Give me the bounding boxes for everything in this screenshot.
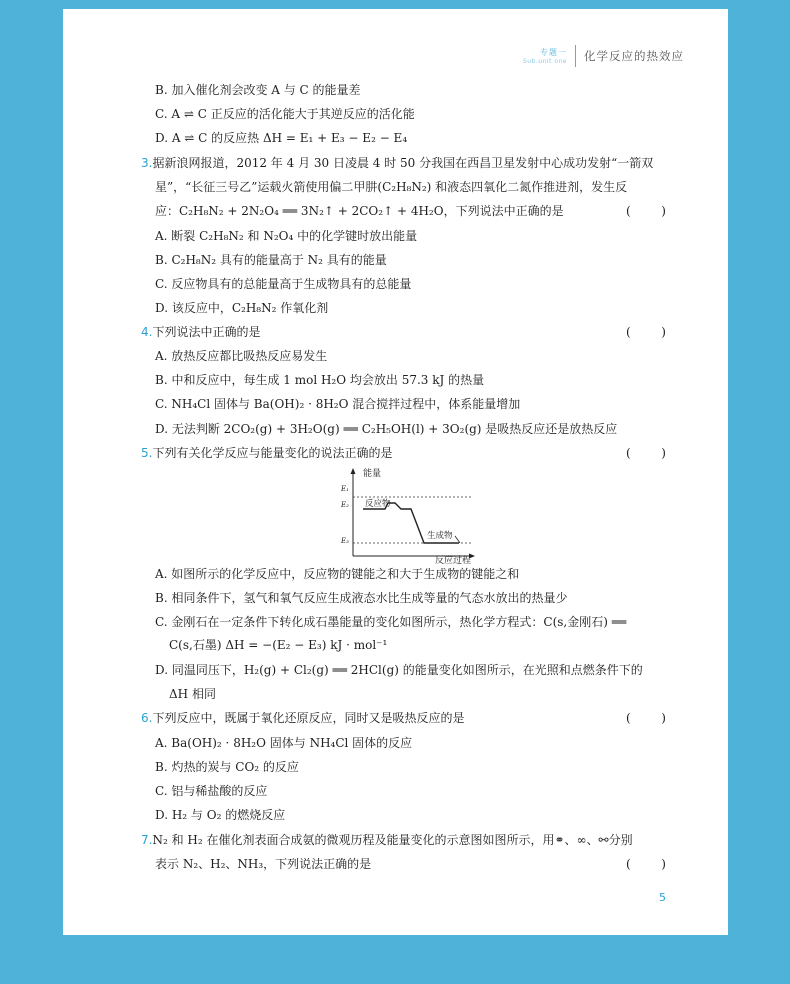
x-axis-label: 反应过程 <box>435 556 472 564</box>
answer-blank: ( ) <box>626 711 666 725</box>
option-line: C. 金刚石在一定条件下转化成石墨能量的变化如图所示，热化学方程式：C(s,金刚石) ══ <box>155 615 627 629</box>
option-line: D. 无法判断 2CO₂(g) + 3H₂O(g) ══ C₂H₅OH(l) + 3O₂(g) 是吸热反应还是放热反应 <box>155 422 618 436</box>
energy-diagram <box>331 464 491 564</box>
question-3-stem-line-3: 应：C₂H₈N₂ + 2N₂O₄ ══ 3N₂↑ + 2CO₂↑ + 4H₂O，下列说法中正确的是 <box>155 204 564 218</box>
option-line: A. 如图所示的化学反应中，反应物的键能之和大于生成物的键能之和 <box>155 567 520 581</box>
option-line: B. 加入催化剂会改变 A 与 C 的能量差 <box>155 83 361 97</box>
question-text: 下列反应中，既属于氧化还原反应，同时又是吸热反应的是 <box>152 711 465 725</box>
question-3-stem-line-1 <box>141 155 653 171</box>
question-text: 据新浪网报道，2012 年 4 月 30 日凌晨 4 时 50 分我国在西昌卫星发射中心成功发射“一箭双 <box>152 156 654 170</box>
y-axis-label: 能量 <box>363 469 382 479</box>
chapter-title: 化学反应的热效应 <box>584 49 684 63</box>
option-line: D. 同温同压下，H₂(g) + Cl₂(g) ══ 2HCl(g) 的能量变化如图所示，在光照和点燃条件下的 <box>155 663 643 677</box>
option-line: D. 该反应中，C₂H₈N₂ 作氧化剂 <box>155 301 329 315</box>
header-divider <box>575 45 576 67</box>
question-number: 5. <box>141 446 153 460</box>
option-line-continued: ΔH 相同 <box>169 687 216 701</box>
document-page <box>63 9 728 935</box>
answer-blank: ( ) <box>626 857 666 871</box>
answer-blank: ( ) <box>626 446 666 460</box>
question-number: 7. <box>141 833 153 847</box>
option-line: D. H₂ 与 O₂ 的燃烧反应 <box>155 808 286 822</box>
option-line: B. 灼热的炭与 CO₂ 的反应 <box>155 760 299 774</box>
option-line: B. 相同条件下，氢气和氧气反应生成液态水比生成等量的气态水放出的热量少 <box>155 591 568 605</box>
question-4-stem <box>141 324 260 340</box>
answer-blank: ( ) <box>626 325 666 339</box>
section-tag <box>523 47 567 65</box>
e2-label: E₂ <box>341 501 349 509</box>
question-number: 3. <box>141 156 153 170</box>
e3-label: E₃ <box>341 537 349 545</box>
option-line: C. A ⇌ C 正反应的活化能大于其逆反应的活化能 <box>155 107 415 121</box>
option-line-continued: C(s,石墨) ΔH = −(E₂ − E₃) kJ · mol⁻¹ <box>169 638 388 652</box>
question-text: 下列说法中正确的是 <box>152 325 261 339</box>
question-3-stem-line-2: 星”，“长征三号乙”运载火箭使用偏二甲肼(C₂H₈N₂) 和液态四氧化二氮作推进剂，发生反 <box>155 180 628 194</box>
e1-label: E₁ <box>341 485 349 493</box>
question-text: 下列有关化学反应与能量变化的说法正确的是 <box>152 446 393 460</box>
option-line: C. 铝与稀盐酸的反应 <box>155 784 268 798</box>
question-6-stem <box>141 710 464 726</box>
question-7-stem-line-2: 表示 N₂、H₂、NH₃，下列说法正确的是 <box>155 857 372 871</box>
page-header <box>523 43 684 69</box>
option-line: A. 放热反应都比吸热反应易发生 <box>155 349 328 363</box>
y-axis-arrow <box>351 468 356 474</box>
page-number: 5 <box>659 891 666 904</box>
reactant-label: 反应物 <box>365 499 391 509</box>
option-line: D. A ⇌ C 的反应热 ΔH = E₁ + E₃ − E₂ − E₄ <box>155 131 408 145</box>
question-number: 6. <box>141 711 153 725</box>
section-tag-cn: 专题一 <box>540 48 567 57</box>
section-tag-en: Sub.unit one <box>522 58 567 65</box>
answer-blank: ( ) <box>626 204 666 218</box>
product-label: 生成物 <box>427 531 453 541</box>
question-number: 4. <box>141 325 153 339</box>
option-line: A. Ba(OH)₂ · 8H₂O 固体与 NH₄Cl 固体的反应 <box>155 736 413 750</box>
option-line: C. 反应物具有的总能量高于生成物具有的总能量 <box>155 277 412 291</box>
option-line: A. 断裂 C₂H₈N₂ 和 N₂O₄ 中的化学键时放出能量 <box>155 229 418 243</box>
option-line: B. 中和反应中，每生成 1 mol H₂O 均会放出 57.3 kJ 的热量 <box>155 373 485 387</box>
product-pointer <box>455 536 460 543</box>
question-5-stem <box>141 445 392 461</box>
option-line: B. C₂H₈N₂ 具有的能量高于 N₂ 具有的能量 <box>155 253 387 267</box>
question-text: N₂ 和 H₂ 在催化剂表面合成氨的微观历程及能量变化的示意图如图所示，用⚭、∞、⚯分别 <box>152 833 633 847</box>
question-7-stem-line-1 <box>141 832 633 848</box>
option-line: C. NH₄Cl 固体与 Ba(OH)₂ · 8H₂O 混合搅拌过程中，体系能量增加 <box>155 397 521 411</box>
